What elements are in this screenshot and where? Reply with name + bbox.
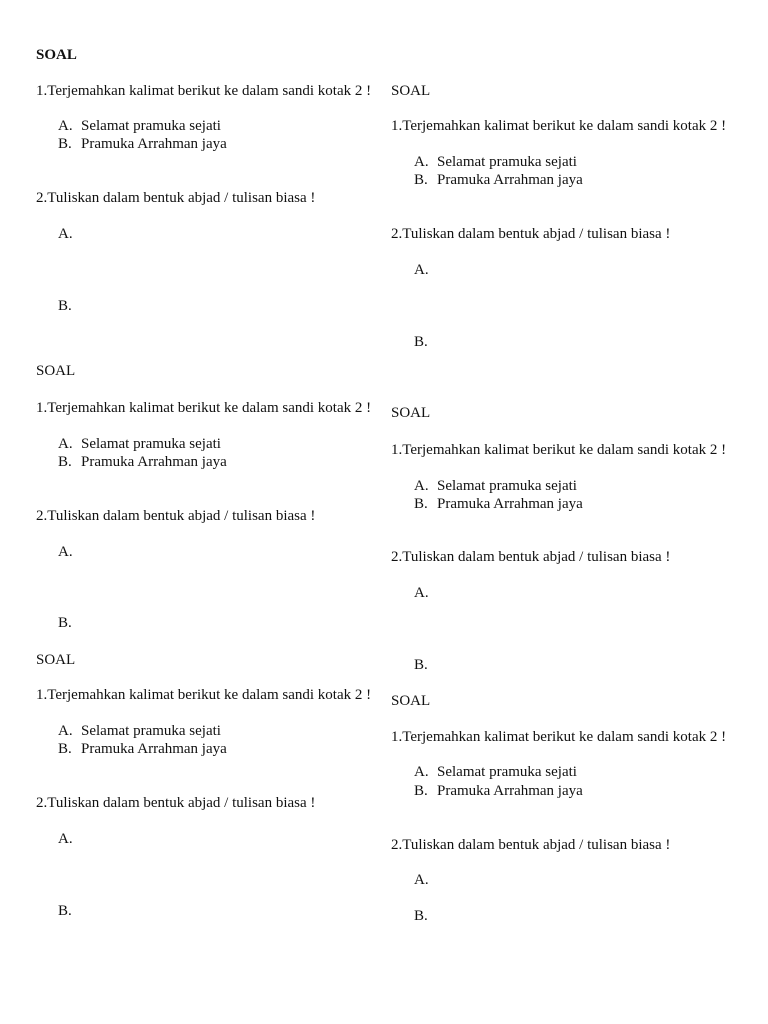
option-a-marker: A. — [414, 764, 429, 780]
question-1: 1.Terjemahkan kalimat berikut ke dalam sandi kotak 2 ! — [36, 83, 372, 99]
option-b-marker: B. — [58, 454, 72, 470]
answer-b-marker: B. — [414, 908, 428, 924]
answer-a-marker: A. — [58, 544, 73, 560]
question-1: 1.Terjemahkan kalimat berikut ke dalam sandi kotak 2 ! — [36, 400, 372, 416]
option-b-marker: B. — [58, 741, 72, 757]
option-a-marker: A. — [414, 154, 429, 170]
option-b-marker: B. — [414, 172, 428, 188]
question-2: 2.Tuliskan dalam bentuk abjad / tulisan biasa ! — [391, 837, 671, 853]
option-b-text: Pramuka Arrahman jaya — [81, 454, 227, 470]
option-a-marker: A. — [58, 118, 73, 134]
question-2: 2.Tuliskan dalam bentuk abjad / tulisan biasa ! — [36, 795, 316, 811]
answer-a-marker: A. — [414, 872, 429, 888]
option-b-text: Pramuka Arrahman jaya — [81, 741, 227, 757]
option-a-text: Selamat pramuka sejati — [437, 764, 577, 780]
option-a-marker: A. — [414, 478, 429, 494]
option-b-text: Pramuka Arrahman jaya — [81, 136, 227, 152]
option-a-text: Selamat pramuka sejati — [81, 118, 221, 134]
option-b-text: Pramuka Arrahman jaya — [437, 496, 583, 512]
answer-b-marker: B. — [58, 903, 72, 919]
answer-a-marker: A. — [414, 262, 429, 278]
question-1: 1.Terjemahkan kalimat berikut ke dalam sandi kotak 2 ! — [391, 118, 727, 134]
answer-b-marker: B. — [58, 298, 72, 314]
option-a-text: Selamat pramuka sejati — [81, 436, 221, 452]
answer-b-marker: B. — [58, 615, 72, 631]
answer-b-marker: B. — [414, 334, 428, 350]
option-b-text: Pramuka Arrahman jaya — [437, 783, 583, 799]
section-title: SOAL — [391, 405, 431, 421]
option-a-text: Selamat pramuka sejati — [437, 154, 577, 170]
section-title: SOAL — [391, 83, 431, 99]
answer-b-marker: B. — [414, 657, 428, 673]
section-title: SOAL — [391, 693, 431, 709]
option-b-text: Pramuka Arrahman jaya — [437, 172, 583, 188]
question-1: 1.Terjemahkan kalimat berikut ke dalam sandi kotak 2 ! — [391, 729, 727, 745]
option-a-text: Selamat pramuka sejati — [81, 723, 221, 739]
section-title: SOAL — [36, 652, 76, 668]
section-title: SOAL — [36, 47, 77, 63]
answer-a-marker: A. — [414, 585, 429, 601]
question-2: 2.Tuliskan dalam bentuk abjad / tulisan biasa ! — [36, 508, 316, 524]
question-2: 2.Tuliskan dalam bentuk abjad / tulisan biasa ! — [391, 549, 671, 565]
answer-a-marker: A. — [58, 226, 73, 242]
question-2: 2.Tuliskan dalam bentuk abjad / tulisan biasa ! — [36, 190, 316, 206]
option-b-marker: B. — [414, 783, 428, 799]
section-title: SOAL — [36, 363, 76, 379]
option-b-marker: B. — [414, 496, 428, 512]
option-a-marker: A. — [58, 436, 73, 452]
option-a-marker: A. — [58, 723, 73, 739]
answer-a-marker: A. — [58, 831, 73, 847]
question-1: 1.Terjemahkan kalimat berikut ke dalam sandi kotak 2 ! — [391, 442, 727, 458]
option-b-marker: B. — [58, 136, 72, 152]
option-a-text: Selamat pramuka sejati — [437, 478, 577, 494]
question-1: 1.Terjemahkan kalimat berikut ke dalam sandi kotak 2 ! — [36, 687, 372, 703]
question-2: 2.Tuliskan dalam bentuk abjad / tulisan biasa ! — [391, 226, 671, 242]
